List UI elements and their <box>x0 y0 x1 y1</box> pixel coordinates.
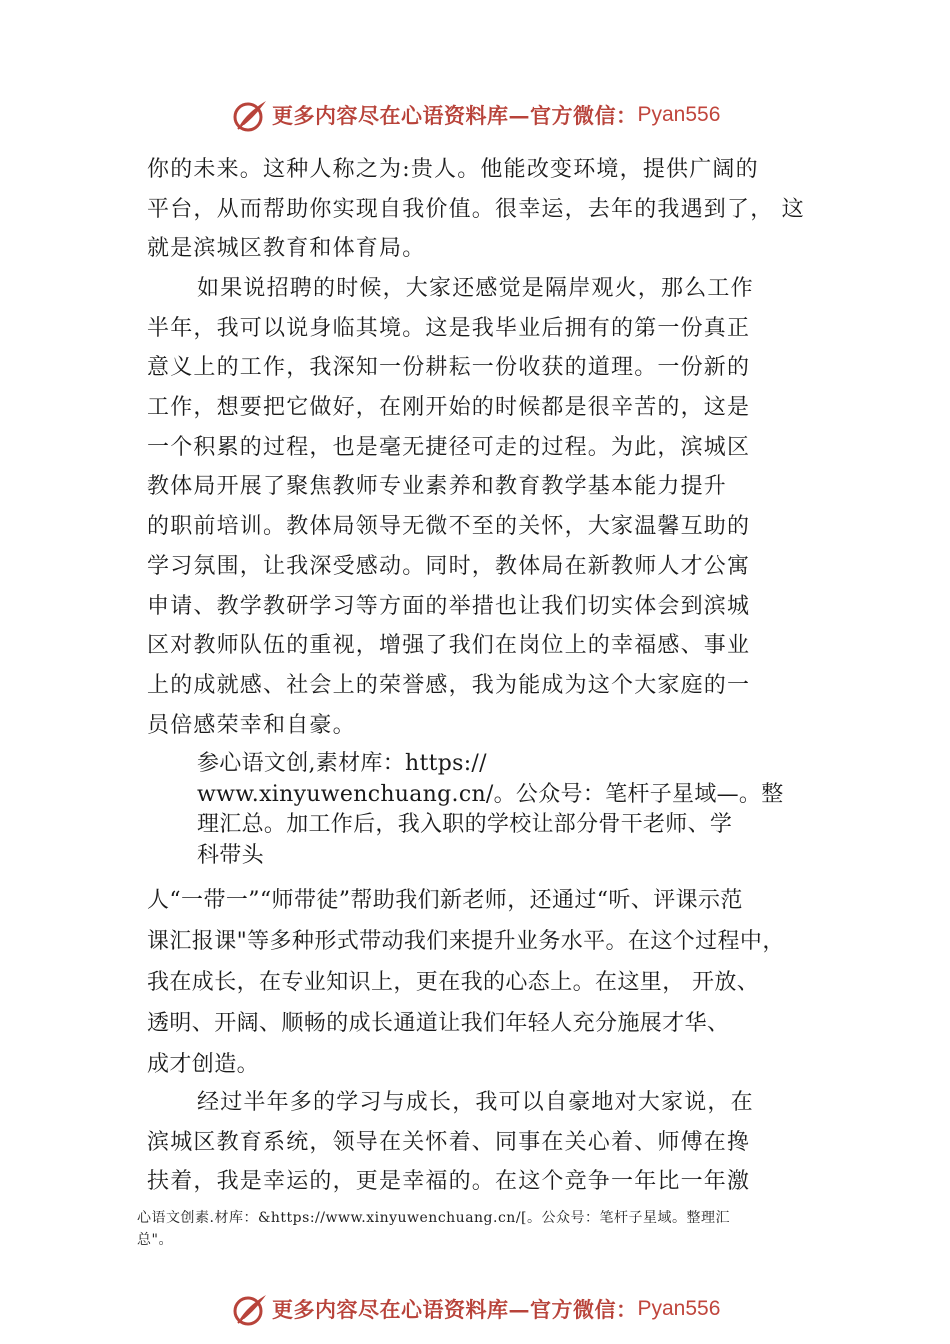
text-line: 滨城区教育系统，领导在关怀着、同事在关心着、师傅在搀 <box>147 1129 751 1155</box>
text-line: 成才创造。 <box>147 1052 260 1077</box>
quill-logo-icon <box>230 95 270 135</box>
text-line: 如果说招聘的时候，大家还感觉是隔岸观火，那么工作 <box>197 276 754 301</box>
text-line: 人“一带一”“师带徒”帮助我们新老师，还通过“听、评课示范 <box>147 888 743 913</box>
text-line: 平台，从而帮助你实现自我价值。很幸运，去年的我遇到了， 这 <box>147 196 805 222</box>
footer-banner <box>230 1289 720 1329</box>
text-line: 经过半年多的学习与成长，我可以自豪地对大家说，在 <box>197 1090 754 1115</box>
text-line: 学习氛围，让我深受感动。同时，教体局在新教师人才公寓 <box>147 553 751 579</box>
text-line: 区对教师队伍的重视，增强了我们在岗位上的幸福感、事业 <box>147 633 751 659</box>
text-line: 申请、教学教研学习等方面的举措也让我们切实体会到滨城 <box>147 593 751 619</box>
text-line: 我在成长，在专业知识上，更在我的心态上。在这里， 开放、 <box>147 970 760 995</box>
quill-logo-icon <box>230 1289 270 1329</box>
text-line: 扶着，我是幸运的，更是幸福的。在这个竞争一年比一年激 <box>147 1169 751 1195</box>
text-line: 的职前培训。教体局领导无微不至的关怀，大家温馨互助的 <box>147 514 751 540</box>
text-line: 上的成就感、社会上的荣誉感，我为能成为这个大家庭的一 <box>147 672 751 698</box>
paragraph-3 <box>147 880 807 1085</box>
text-line: 一个积累的过程，也是毫无捷径可走的过程。为此，滨城区 <box>147 434 751 460</box>
text-line: 课汇报课"等多种形式带动我们来提升业务水平。在这个过程中， <box>147 929 785 954</box>
banner-wechat-id: Pyan556 <box>637 1297 721 1320</box>
text-line: 参心语文创,素材库：https:// <box>197 751 487 776</box>
text-line: 透明、开阔、顺畅的成长通道让我们年轻人充分施展才华、 <box>147 1011 730 1036</box>
banner-text: 更多内容尽在心语资料库—官方微信： <box>272 103 638 128</box>
footnote-line: 总"。 <box>137 1232 173 1248</box>
text-line: 科带头 <box>197 842 264 868</box>
banner-wechat-id: Pyan556 <box>637 103 721 126</box>
text-line: www.xinyuwenchuang.cn/。公众号：笔杆子星域—。整 <box>197 781 784 807</box>
banner-text: 更多内容尽在心语资料库—官方微信： <box>272 1297 638 1322</box>
text-line: 半年，我可以说身临其境。这是我毕业后拥有的第一份真正 <box>147 315 751 341</box>
header-banner <box>230 95 720 135</box>
text-line: 员倍感荣幸和自豪。 <box>147 712 356 738</box>
text-line: 你的未来。这种人称之为:贵人。他能改变环境，提供广阔的 <box>147 157 759 182</box>
text-line: 就是滨城区教育和体育局。 <box>147 236 426 262</box>
paragraph-4 <box>147 1083 807 1202</box>
reference-block <box>197 749 817 871</box>
text-line: 理汇总。加工作后，我入职的学校让部分骨干老师、学 <box>197 812 733 837</box>
footnote-line: 心语文创素.材库：&https://www.xinyuwenchuang.cn/[。公众号：笔杆子星域。整理汇 <box>137 1210 731 1226</box>
paragraph-2 <box>147 269 807 745</box>
text-line: 工作，想要把它做好，在刚开始的时候都是很辛苦的，这是 <box>147 395 751 421</box>
text-line: 教体局开展了聚焦教师专业素养和教育教学基本能力提升 <box>147 474 728 500</box>
text-line: 意义上的工作，我深知一份耕耘一份收获的道理。一份新的 <box>147 355 751 381</box>
paragraph-1 <box>147 150 807 269</box>
footnote <box>137 1207 837 1251</box>
